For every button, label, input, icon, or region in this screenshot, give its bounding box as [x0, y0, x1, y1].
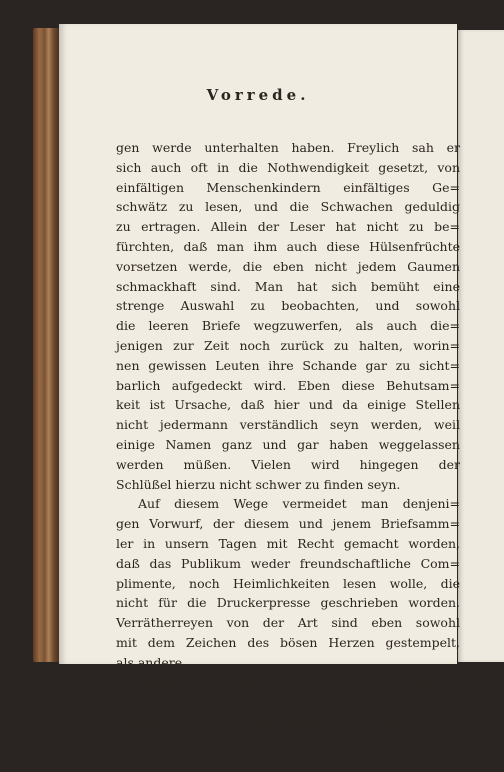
text-line: mit dem Zeichen des bösen Herzen gestempelt, [116, 634, 460, 650]
text-line: fürchten, daß man ihm auch diese Hülsenfrüchte [116, 238, 460, 254]
text-line: ler in unsern Tagen mit Recht gemacht worden, [116, 535, 460, 551]
page-header: Vorrede. [206, 86, 310, 104]
text-line: vorsetzen werde, die eben nicht jedem Gaumen [116, 258, 460, 274]
text-line: nicht für die Druckerpresse geschrieben worden. [116, 595, 460, 611]
text-line: machen können. Und keiner von denen hier [116, 714, 460, 730]
text-line: zu ertragen. Allein der Leser hat nicht zu be= [116, 219, 460, 235]
text-line: als andere. [116, 654, 187, 670]
catchword: Klo= [428, 753, 460, 769]
book-page [59, 24, 460, 769]
text-line: wird man dieser Sammlung niemals mit Recht [116, 694, 460, 710]
text-line: aufgeführten Gelehrten wird sich schämen, [116, 733, 460, 749]
text-line: nen gewissen Leuten ihre Schande gar zu sicht= [116, 357, 460, 373]
text-line: barlich aufgedeckt wird. Eben diese Behutsam= [116, 377, 460, 393]
text-line: sich auch oft in die Nothwendigkeit gesetzt, von [116, 159, 460, 175]
text-line: Schlüßel hierzu nicht schwer zu finden seyn. [116, 476, 401, 492]
text-line: daß das Publikum weder freundschaftliche Com= [116, 555, 460, 571]
adjacent-page-edge [458, 30, 504, 662]
text-line: jenigen zur Zeit noch zurück zu halten, worin= [116, 337, 460, 353]
text-line: keit ist Ursache, daß hier und da einige Stellen [116, 397, 460, 413]
text-line: Verrätherreyen von der Art sind eben sowohl [116, 615, 460, 631]
text-line: Auf diesem Wege vermeidet man denjeni= [138, 496, 460, 512]
page-body [116, 138, 460, 772]
text-line: die leeren Briefe wegzuwerfen, als auch die= [116, 318, 460, 334]
text-line: einige Namen ganz und gar haben weggelassen [116, 436, 460, 452]
text-line: schmackhaft sind. Man hat sich bemüht eine [116, 278, 460, 294]
text-line: gen werde unterhalten haben. Freylich sah er [116, 140, 460, 155]
text-line: werden müßen. Vielen wird hingegen der [116, 456, 460, 472]
text-line: einfältigen Menschenkindern einfältiges Ge= [116, 179, 460, 195]
text-line: nicht jedermann verständlich seyn werden, weil [116, 417, 460, 433]
text-line: Diesen Vorwurf, sag ich noch einmal, [138, 674, 460, 690]
text-line: gen Vorwurf, der diesem und jenem Briefsamm= [116, 516, 460, 532]
book-binding [33, 28, 59, 662]
text-line: plimente, noch Heimlichkeiten lesen wolle, die [116, 575, 460, 591]
text-line: strenge Auswahl zu beobachten, und sowohl [116, 298, 460, 314]
text-line: schwätz zu lesen, und die Schwachen geduldig [116, 199, 460, 215]
